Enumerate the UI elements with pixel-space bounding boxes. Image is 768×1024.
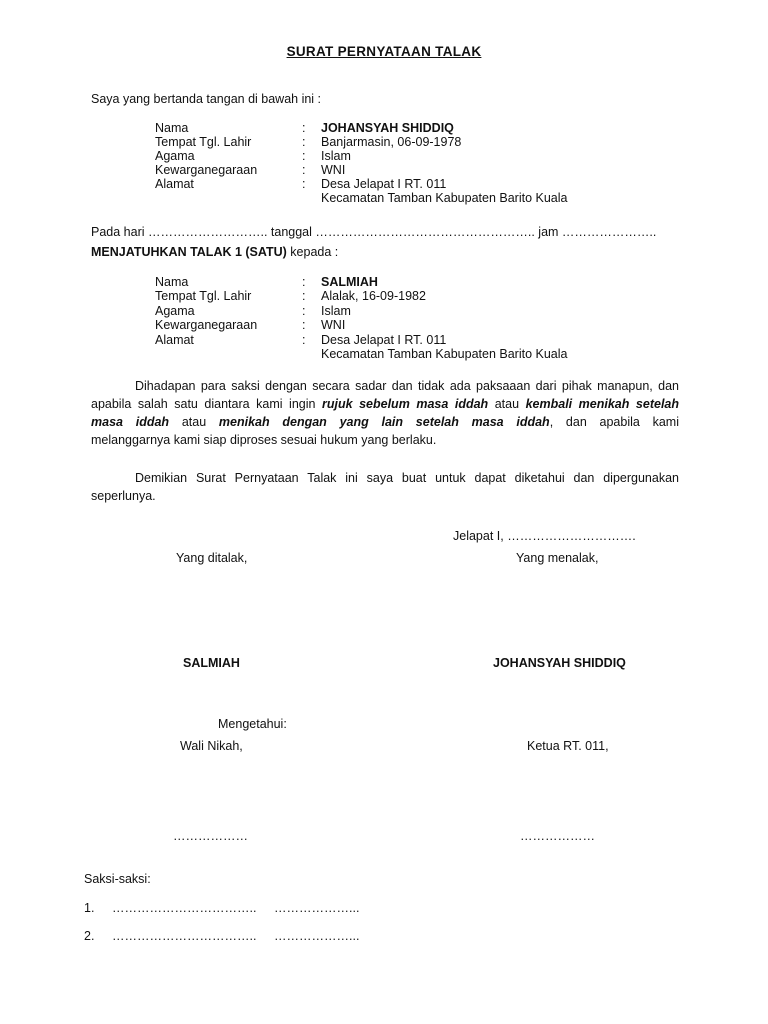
statement-emphasis: kembali menikah setelah xyxy=(525,397,680,411)
party2-agama-label: Agama xyxy=(155,304,195,318)
party1-agama-label: Agama xyxy=(155,149,195,163)
colon: : xyxy=(302,163,306,177)
colon: : xyxy=(302,149,306,163)
witness-number: 1. xyxy=(84,901,95,915)
place-date: Jelapat I, …………………………. xyxy=(453,529,636,543)
statement-line1-text: Dihadapan para saksi dengan secara sadar dan tidak ada paksaaan dari pihak manapun, dan xyxy=(135,379,679,393)
party2-warga: WNI xyxy=(321,318,346,332)
signatory-right-role: Yang menalak, xyxy=(516,551,599,565)
statement-text: apabila salah satu diantara kami ingin xyxy=(91,397,322,411)
party2-nama-label: Nama xyxy=(155,275,189,289)
statement-line3 xyxy=(91,413,679,431)
saksi-heading: Saksi-saksi: xyxy=(84,872,151,886)
ketua-rt-label: Ketua RT. 011, xyxy=(527,739,609,753)
closing-line1-text: Demikian Surat Pernyataan Talak ini saya buat untuk dapat diketahui dan dipergunakan xyxy=(135,471,679,485)
party1-ttl: Banjarmasin, 06-09-1978 xyxy=(321,135,462,149)
party1-alamat-label: Alamat xyxy=(155,177,194,191)
party1-nama-label: Nama xyxy=(155,121,189,135)
statement-text: , dan apabila kami xyxy=(549,415,679,429)
party2-warga-label: Kewarganegaraan xyxy=(155,318,258,332)
witness-signature-line: ………………... xyxy=(274,929,360,943)
wali-signature-line: ……………… xyxy=(173,829,248,843)
document-title: SURAT PERNYATAAN TALAK xyxy=(286,44,482,59)
intro-text: Saya yang bertanda tangan di bawah ini : xyxy=(91,92,322,106)
closing-line1 xyxy=(91,469,679,487)
statement-paragraph xyxy=(91,377,679,449)
witness-name-line: …………………………….. xyxy=(112,901,257,915)
statement-line4: melanggarnya kami siap diproses sesuai hukum yang berlaku. xyxy=(91,433,437,447)
party2-alamat-label: Alamat xyxy=(155,333,194,347)
colon: : xyxy=(302,135,306,149)
party2-ttl: Alalak, 16-09-1982 xyxy=(321,289,426,303)
closing-paragraph xyxy=(91,469,679,505)
date-line: Pada hari ……………………….. tanggal …………………………………………….. jam ………………….. xyxy=(91,225,657,239)
declaration xyxy=(91,245,338,260)
party2-agama: Islam xyxy=(321,304,351,318)
signatory-right-name: JOHANSYAH SHIDDIQ xyxy=(493,656,626,670)
party1-nama: JOHANSYAH SHIDDIQ xyxy=(321,121,454,135)
declaration-rest: kepada : xyxy=(286,245,339,259)
witness-name-line: …………………………….. xyxy=(112,929,257,943)
statement-emphasis: masa iddah xyxy=(91,415,170,429)
witness-number: 2. xyxy=(84,929,95,943)
witness-signature-line: ………………... xyxy=(274,901,360,915)
statement-text: atau xyxy=(169,415,219,429)
party1-alamat-line1: Desa Jelapat I RT. 011 xyxy=(321,177,447,191)
statement-emphasis: rujuk sebelum masa iddah xyxy=(322,397,489,411)
statement-line2 xyxy=(91,395,679,413)
party2-ttl-label: Tempat Tgl. Lahir xyxy=(155,289,252,303)
colon: : xyxy=(302,289,306,303)
party2-nama: SALMIAH xyxy=(321,275,378,289)
colon: : xyxy=(302,333,306,347)
statement-emphasis: menikah dengan yang lain setelah masa iddah xyxy=(218,415,550,429)
signatory-left-role: Yang ditalak, xyxy=(176,551,248,565)
party1-agama: Islam xyxy=(321,149,351,163)
colon: : xyxy=(302,275,306,289)
colon: : xyxy=(302,318,306,332)
ketua-signature-line: ……………… xyxy=(520,829,595,843)
party1-warga-label: Kewarganegaraan xyxy=(155,163,258,177)
statement-line1 xyxy=(91,377,679,395)
closing-line2: seperlunya. xyxy=(91,489,156,503)
colon: : xyxy=(302,121,306,135)
wali-nikah-label: Wali Nikah, xyxy=(180,739,243,753)
colon: : xyxy=(302,304,306,318)
mengetahui-label: Mengetahui: xyxy=(218,717,287,731)
colon: : xyxy=(302,177,306,191)
party1-ttl-label: Tempat Tgl. Lahir xyxy=(155,135,252,149)
party2-alamat-line1: Desa Jelapat I RT. 011 xyxy=(321,333,447,347)
signatory-left-name: SALMIAH xyxy=(183,656,240,670)
party2-alamat-line2: Kecamatan Tamban Kabupaten Barito Kuala xyxy=(321,347,568,361)
statement-text: atau xyxy=(488,397,526,411)
declaration-bold: MENJATUHKAN TALAK 1 (SATU) xyxy=(91,245,287,259)
party1-alamat-line2: Kecamatan Tamban Kabupaten Barito Kuala xyxy=(321,191,568,205)
party1-warga: WNI xyxy=(321,163,346,177)
